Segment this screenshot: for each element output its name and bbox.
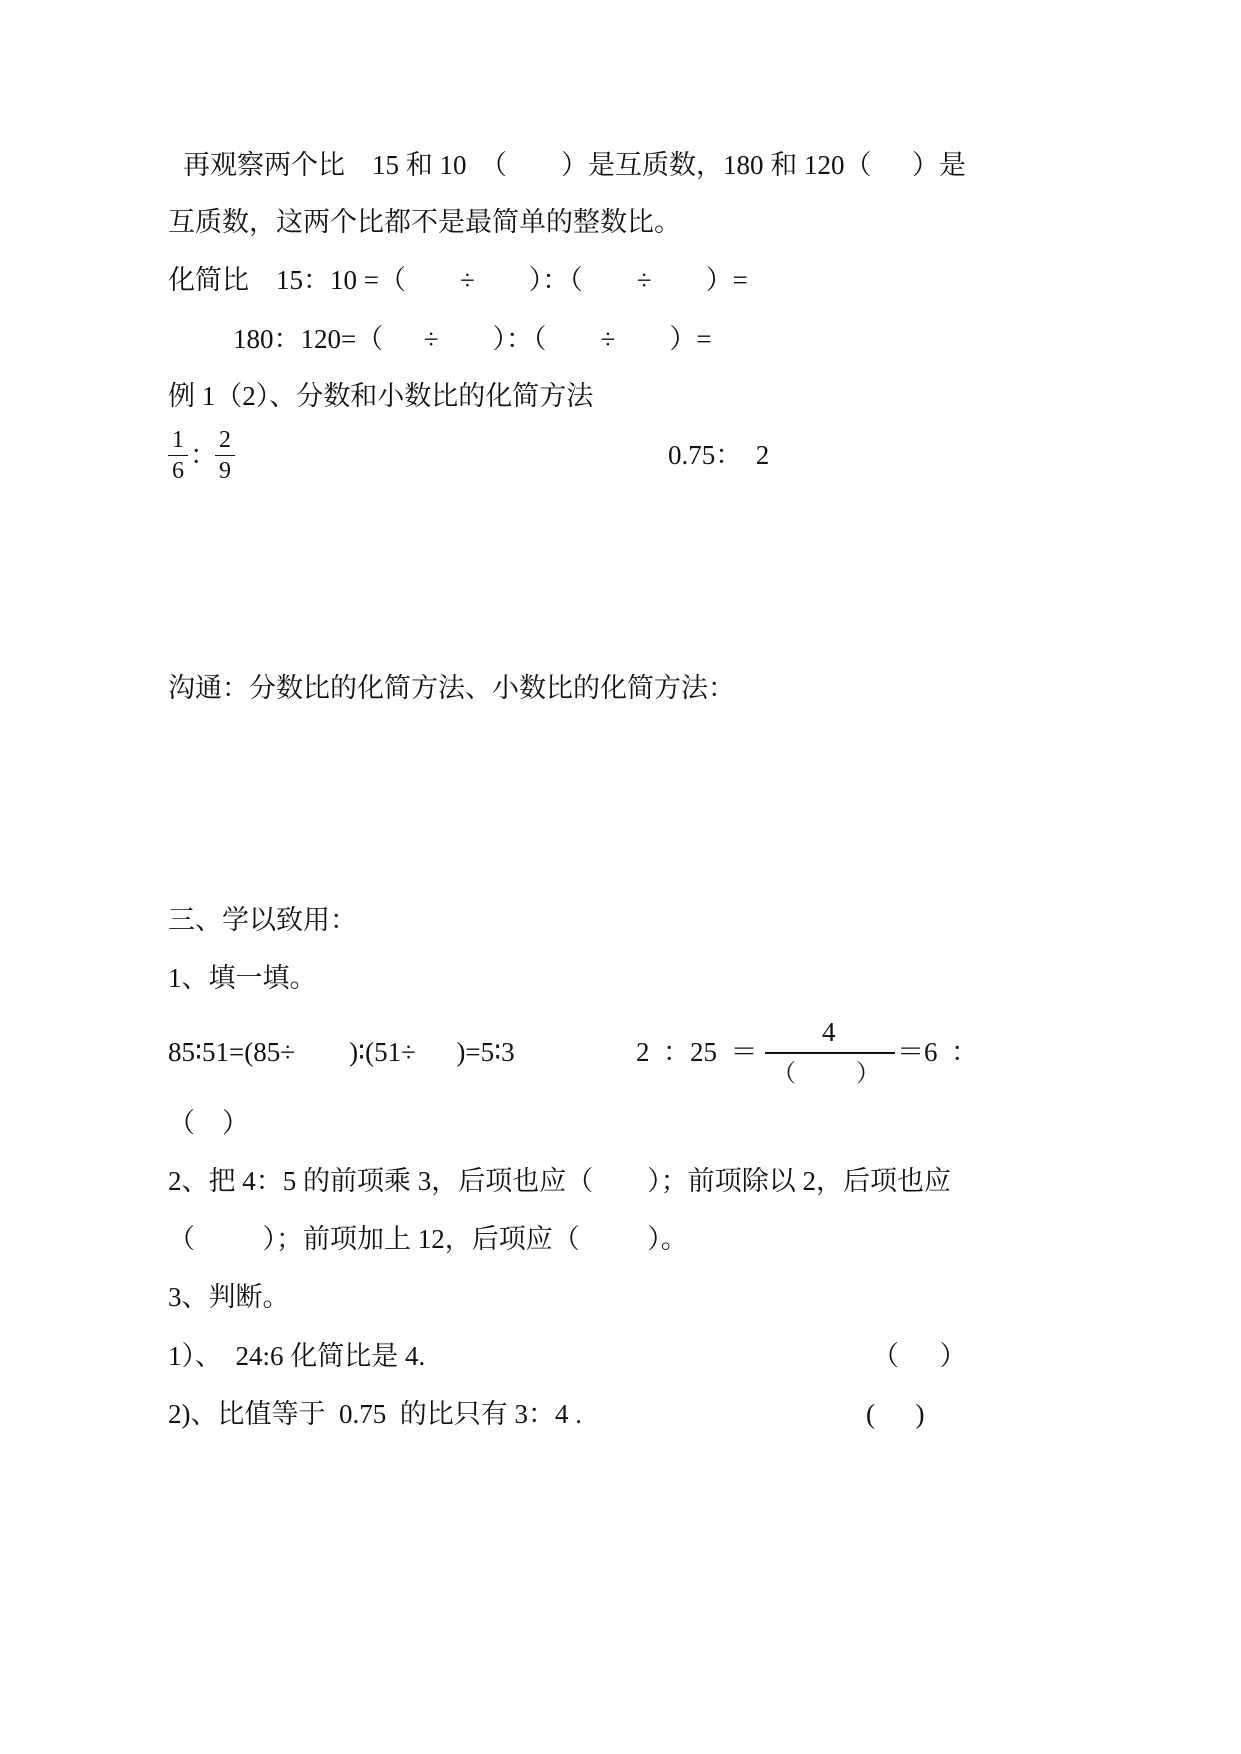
question-1-fraction-denominator: （ ） (772, 1061, 880, 1087)
fraction-bar (215, 455, 235, 456)
judgment-item-1: 1）、 24:6 化简比是 4. (168, 1341, 426, 1371)
question-1-ratio-left: 85∶51=(85÷ )∶(51÷ )=5∶3 (168, 1037, 515, 1067)
section-3-title: 三、学以致用： (168, 905, 357, 935)
question-3-title: 3、判断。 (168, 1282, 290, 1312)
fraction-one-sixth (167, 426, 189, 485)
example-heading: 例 1（2）、分数和小数比的化简方法 (168, 381, 594, 411)
simplify-line-2: 180：120=（ ÷ ）：（ ÷ ）= (233, 324, 712, 354)
question-1-fraction-numerator: 4 (822, 1017, 836, 1047)
decimal-ratio: 0.75： 2 (668, 440, 770, 470)
fraction-denominator: 9 (219, 458, 231, 484)
question-2-line-2: （ ）；前项加上 12，后项应（ ）。 (168, 1224, 688, 1254)
simplify-line-1: 化简比 15：10 =（ ÷ ）：（ ÷ ）= (168, 265, 748, 295)
question-1-title: 1、填一填。 (168, 963, 317, 993)
question-2-line-1: 2、把 4：5 的前项乘 3，后项也应（ ）；前项除以 2，后项也应 (168, 1166, 951, 1196)
observe-line-1: 再观察两个比 15 和 10 （ ）是互质数，180 和 120（ ）是 (183, 150, 966, 180)
question-1-fraction-bar (765, 1052, 895, 1054)
observe-line-2: 互质数，这两个比都不是最简单的整数比。 (168, 207, 681, 237)
judgment-item-1-answer: （ ） (872, 1341, 967, 1371)
fraction-denominator: 6 (172, 458, 184, 484)
question-1-ratio-right-prefix: 2 ：25 ＝ (636, 1037, 758, 1067)
question-1-ratio-right-suffix: ＝6 ： (897, 1037, 978, 1067)
fraction-numerator: 2 (219, 427, 231, 453)
question-1-continuation: （ ） (168, 1108, 249, 1138)
fraction-numerator: 1 (172, 427, 184, 453)
fraction-bar (168, 455, 188, 456)
judgment-item-2: 2)、比值等于 0.75 的比只有 3：4 . (168, 1399, 582, 1429)
judgment-item-2-answer: ( ) (866, 1399, 925, 1429)
communicate-prompt: 沟通：分数比的化简方法、小数比的化简方法： (168, 673, 735, 703)
fraction-two-ninths (214, 426, 236, 485)
fraction-ratio-colon: ： (190, 440, 217, 470)
